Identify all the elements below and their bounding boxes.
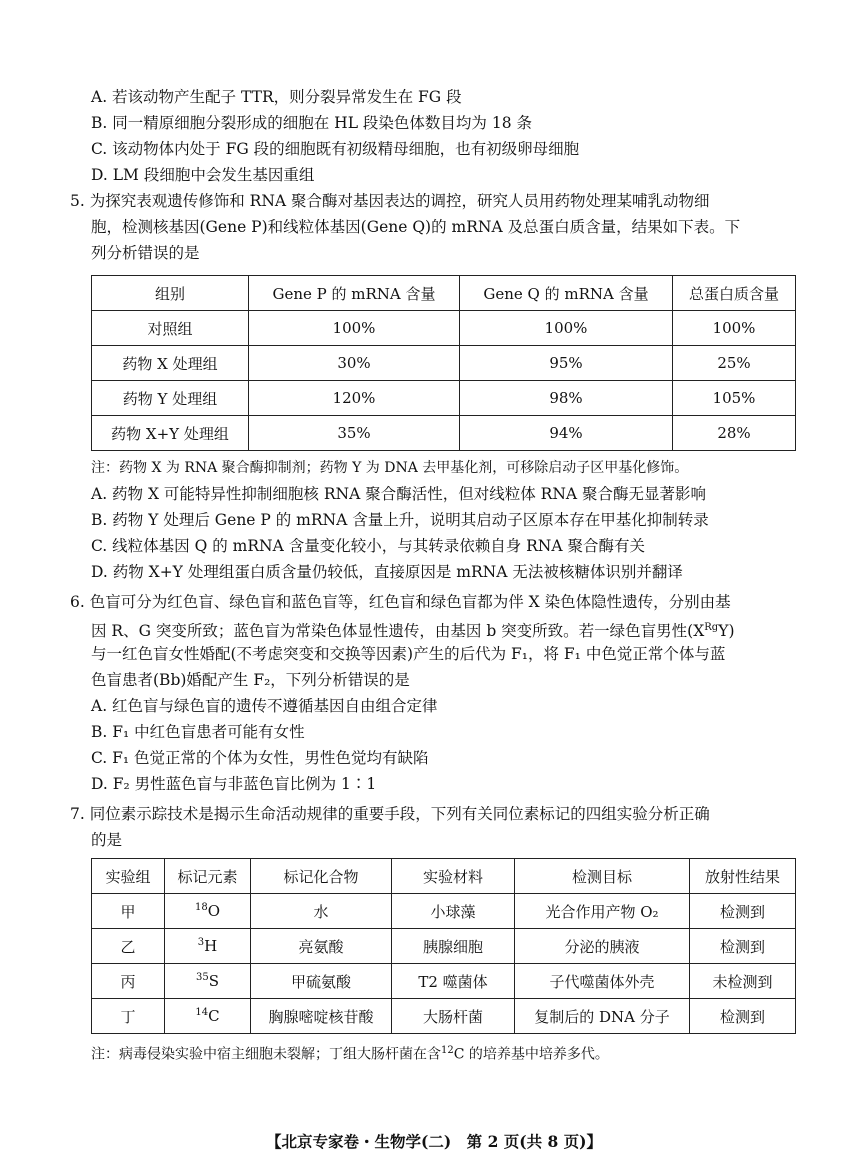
- q5-option-d: D. 药物 X+Y 处理组蛋白质含量仍较低，直接原因是 mRNA 无法被核糖体识别并翻译: [91, 563, 683, 581]
- table-row: [92, 346, 796, 381]
- table-header: 放射性结果: [690, 859, 796, 894]
- table-header: 标记元素: [165, 859, 251, 894]
- isotope-mass: 35: [195, 972, 209, 983]
- table-cell: [165, 929, 251, 964]
- table-cell: 丙: [92, 964, 165, 999]
- table-cell: 25%: [673, 346, 796, 381]
- isotope-symbol: H: [204, 937, 218, 955]
- q7-table: [91, 858, 796, 1034]
- table-header: Gene P 的 mRNA 含量: [249, 276, 460, 311]
- q5-option-c: C. 线粒体基因 Q 的 mRNA 含量变化较小，与其转录依赖自身 RNA 聚合酶有关: [91, 537, 645, 555]
- table-header: 检测目标: [515, 859, 690, 894]
- table-header: 实验材料: [392, 859, 515, 894]
- table-cell: 对照组: [92, 311, 249, 346]
- q5-option-a: A. 药物 X 可能特异性抑制细胞核 RNA 聚合酶活性，但对线粒体 RNA 聚合酶无显著影响: [91, 485, 706, 503]
- table-cell: 小球藻: [392, 894, 515, 929]
- isotope-symbol: O: [207, 902, 221, 920]
- table-cell: 94%: [460, 416, 673, 451]
- table-cell: 光合作用产物 O₂: [515, 894, 690, 929]
- q6-stem-text: Y): [718, 622, 735, 641]
- table-cell: 检测到: [690, 929, 796, 964]
- table-cell: 丁: [92, 999, 165, 1034]
- table-cell: [165, 999, 251, 1034]
- page-footer: 【北京专家卷・生物学(二) 第 2 页(共 8 页)】: [266, 1132, 602, 1151]
- genotype-superscript: Rg: [704, 622, 719, 633]
- table-row: [92, 999, 796, 1034]
- table-cell: T2 噬菌体: [392, 964, 515, 999]
- q6-stem-line: 6. 色盲可分为红色盲、绿色盲和蓝色盲等，红色盲和绿色盲都为伴 X 染色体隐性遗传，分别由基: [70, 593, 731, 611]
- table-header-row: [92, 276, 796, 311]
- table-cell: 100%: [460, 311, 673, 346]
- table-cell: 胸腺嘧啶核苷酸: [251, 999, 392, 1034]
- q4-option-b: B. 同一精原细胞分裂形成的细胞在 HL 段染色体数目均为 18 条: [91, 114, 532, 132]
- table-cell: 100%: [249, 311, 460, 346]
- table-cell: 35%: [249, 416, 460, 451]
- table-row: [92, 311, 796, 346]
- q6-stem-line: [91, 617, 735, 642]
- q6-option-c: C. F₁ 色觉正常的个体为女性，男性色觉均有缺陷: [91, 749, 429, 767]
- q6-option-b: B. F₁ 中红色盲患者可能有女性: [91, 723, 305, 741]
- isotope-mass: 12: [441, 1045, 454, 1056]
- table-row: [92, 416, 796, 451]
- table-cell: 98%: [460, 381, 673, 416]
- table-cell: 30%: [249, 346, 460, 381]
- table-cell: 药物 X 处理组: [92, 346, 249, 381]
- table-header: 总蛋白质含量: [673, 276, 796, 311]
- table-row: [92, 894, 796, 929]
- isotope-mass: 14: [195, 1007, 209, 1018]
- q5-stem-line: 5. 为探究表观遗传修饰和 RNA 聚合酶对基因表达的调控，研究人员用药物处理某哺乳动物细: [70, 192, 710, 210]
- table-cell: 子代噬菌体外壳: [515, 964, 690, 999]
- table-header: 组别: [92, 276, 249, 311]
- isotope-symbol: C: [208, 1007, 220, 1025]
- q6-option-a: A. 红色盲与绿色盲的遗传不遵循基因自由组合定律: [91, 697, 438, 715]
- table-cell: 药物 X+Y 处理组: [92, 416, 249, 451]
- table-cell: 药物 Y 处理组: [92, 381, 249, 416]
- table-row: [92, 929, 796, 964]
- q5-stem-line: 列分析错误的是: [91, 244, 200, 262]
- table-row: [92, 964, 796, 999]
- table-row: [92, 381, 796, 416]
- q6-stem-line: 与一红色盲女性婚配(不考虑突变和交换等因素)产生的后代为 F₁，将 F₁ 中色觉正常个体与蓝: [91, 645, 726, 663]
- table-cell: 水: [251, 894, 392, 929]
- q7-stem-line: 7. 同位素示踪技术是揭示生命活动规律的重要手段，下列有关同位素标记的四组实验分析正确: [70, 805, 710, 823]
- table-cell: 100%: [673, 311, 796, 346]
- table-cell: 未检测到: [690, 964, 796, 999]
- table-cell: [165, 894, 251, 929]
- table-cell: 甲硫氨酸: [251, 964, 392, 999]
- q5-table: [91, 275, 796, 451]
- q5-note: 注：药物 X 为 RNA 聚合酶抑制剂；药物 Y 为 DNA 去甲基化剂，可移除启动子区甲基化修饰。: [91, 460, 689, 476]
- q6-stem-line: 色盲患者(Bb)婚配产生 F₂，下列分析错误的是: [91, 671, 410, 689]
- table-header: 实验组: [92, 859, 165, 894]
- isotope-mass: 3: [197, 937, 205, 948]
- table-cell: 分泌的胰液: [515, 929, 690, 964]
- table-cell: 120%: [249, 381, 460, 416]
- table-cell: 检测到: [690, 894, 796, 929]
- q4-option-a: A. 若该动物产生配子 TTR，则分裂异常发生在 FG 段: [91, 88, 462, 106]
- q4-option-c: C. 该动物体内处于 FG 段的细胞既有初级精母细胞，也有初级卵母细胞: [91, 140, 580, 158]
- table-cell: 28%: [673, 416, 796, 451]
- table-header: 标记化合物: [251, 859, 392, 894]
- table-cell: 甲: [92, 894, 165, 929]
- q5-stem-line: 胞，检测核基因(Gene P)和线粒体基因(Gene Q)的 mRNA 及总蛋白质含量，结果如下表。下: [91, 218, 741, 236]
- q4-option-d: D. LM 段细胞中会发生基因重组: [91, 166, 315, 184]
- table-cell: 95%: [460, 346, 673, 381]
- table-header: Gene Q 的 mRNA 含量: [460, 276, 673, 311]
- q7-note-text: C 的培养基中培养多代。: [453, 1046, 609, 1063]
- q5-option-b: B. 药物 Y 处理后 Gene P 的 mRNA 含量上升，说明其启动子区原本存在甲基化抑制转录: [91, 511, 709, 529]
- q6-stem-text: 因 R、G 突变所致；蓝色盲为常染色体显性遗传，由基因 b 突变所致。若一绿色盲男性(X: [91, 622, 705, 641]
- isotope-mass: 18: [194, 902, 208, 913]
- isotope-symbol: S: [208, 972, 219, 990]
- table-cell: 大肠杆菌: [392, 999, 515, 1034]
- table-header-row: [92, 859, 796, 894]
- table-cell: 乙: [92, 929, 165, 964]
- q6-option-d: D. F₂ 男性蓝色盲与非蓝色盲比例为 1∶1: [91, 775, 377, 793]
- q7-note: [91, 1040, 609, 1066]
- table-cell: 检测到: [690, 999, 796, 1034]
- table-cell: 亮氨酸: [251, 929, 392, 964]
- table-cell: 胰腺细胞: [392, 929, 515, 964]
- table-cell: [165, 964, 251, 999]
- q7-note-text: 注：病毒侵染实验中宿主细胞未裂解；丁组大肠杆菌在含: [91, 1046, 441, 1063]
- q7-stem-line: 的是: [91, 831, 123, 849]
- table-cell: 105%: [673, 381, 796, 416]
- table-cell: 复制后的 DNA 分子: [515, 999, 690, 1034]
